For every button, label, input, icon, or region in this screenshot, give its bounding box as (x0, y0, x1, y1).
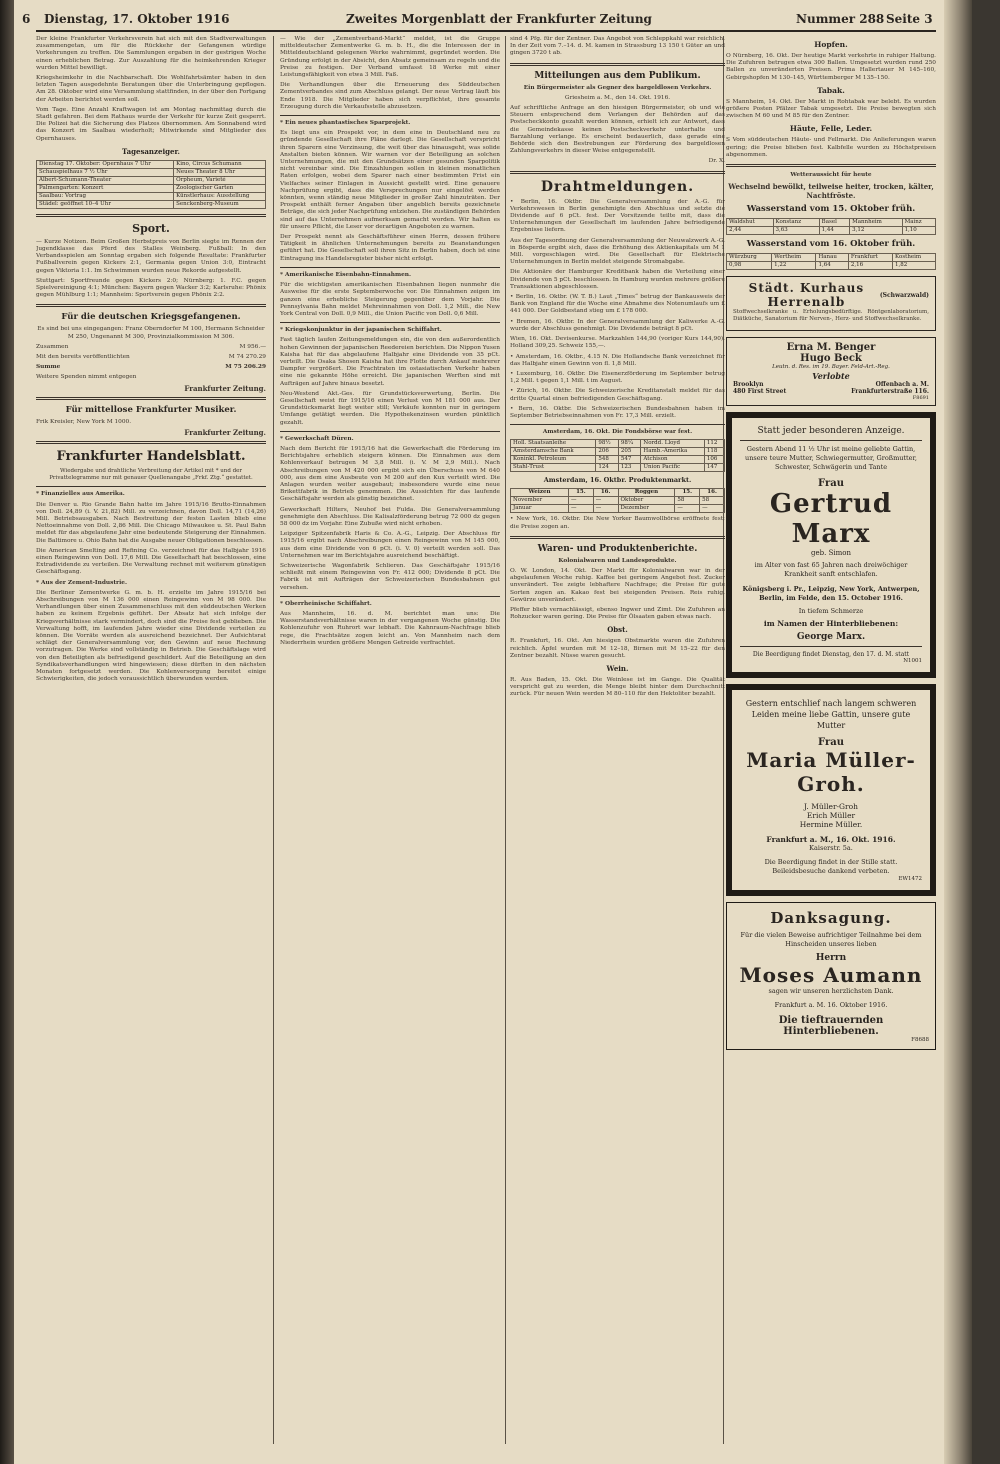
body-text: Der Prospekt nennt als Geschäftsführer einen Herrn, dessen frühere Tätigkeit in ähnlichen Unternehmungen bereits zu Beanstandungen geführt hat. Die Gesellschaft soll ihren Sitz in Berlin haben, doch ist eine Eintragung ins Handelsregister bisher nicht erfolgt. (280, 234, 500, 262)
page-header (22, 8, 936, 30)
dateline: Griesheim a. M., den 14. Okt. 1916. (564, 94, 671, 101)
previous-page-number: 6 (22, 12, 31, 26)
body-text: — Kurze Notizen. Beim Großen Herbstpreis von Berlin siegte im Rennen der Jugendklasse das Pferd des Stalles Weinberg. Fußball: In den Verbandsspielen am Sonntag ergaben sich folgende Resultate: Frankfurter Fußballverein gegen Kickers 2:1, Germania gegen Union 3:0, Eintracht gegen Viktoria 1:1. Im Schwimmen wurden neue Rekorde aufgestellt. (36, 238, 266, 274)
section-rule (36, 441, 266, 444)
article-subheading: Amsterdam, 16. Okt. Die Fondsbörse war fest. (542, 429, 693, 436)
notice-thanks: sagen wir unseren herzlichsten Dank. (768, 987, 894, 996)
burial-note: Die Beerdigung findet Dienstag, den 17. d. M. statt (752, 651, 910, 659)
column-divider (505, 36, 506, 1444)
water-level-table: Waldshut Konstanz Basel Mannheim Mainz 2,44 3,63 1,44 3,12 1,10 (726, 218, 936, 235)
section-heading: Amsterdam, 16. Oktbr. Produktenmarkt. (543, 476, 692, 485)
body-text: R. Frankfurt, 16. Okt. Am hiesigen Obstmarkte waren die Zufuhren reichlich. Äpfel wurden mit M 12–18, Birnen mit M 15–22 für den Zentner bezahlt. Nüsse waren gesucht. (510, 638, 725, 659)
notice-on-behalf: im Namen der Hinterbliebenen: (763, 619, 899, 629)
notice-place: Frankfurt a. M., 16. Okt. 1916. (766, 835, 896, 845)
groom-rank: Leutn. d. Res. im 19. Bayer. Feld-Art.-Reg. (772, 364, 890, 371)
section-heading: Häute, Felle, Leder. (789, 124, 873, 134)
death-notice-mueller (726, 684, 936, 896)
article-heading: * Aus der Zement-Industrie. (36, 579, 127, 586)
section-rule (510, 63, 725, 66)
notice-frau: Frau (818, 478, 844, 490)
body-text: Für die wichtigsten amerikanischen Eisenbahnen liegen nunmehr die Ausweise für die erste Septemberwoche vor. Die Einnahmen zeigen im ganzen eine erhebliche Steigerung gegenüber dem Vorjahr. Die Pennsylvania Bahn meldet Mehreinnahmen von Doll. 1,2 Mill., die New York Central von Doll. 0,9 Mill., die Union Pacific von Doll. 0,6 Mill. (280, 282, 500, 317)
notice-street: Kaiserstr. 5a. (809, 844, 853, 853)
column-3 (510, 36, 725, 1444)
body-text: Die Berliner Zementwerke G. m. b. H. erzielte im Jahre 1915/16 bei Abschreibungen von M 136 000 einen Reingewinn von M 98 000. Die Verhandlungen über einen Zusammenschluss mit den süddeutschen Werken haben zu keinem Ergebnis geführt. Der Absatz hat sich infolge der Kriegsverhältnisse stark vermindert, doch sind die Preise fest geblieben. Die Verwaltung hofft, im laufenden Jahre wieder eine Dividende verteilen zu können. Die Vorräte werden als ausreichend bezeichnet. Der Aufsichtsrat schlägt der Generalversammlung vor, den Gewinn auf neue Rechnung vorzutragen. Die Werke sind vollständig in Betrieb. Die Geschäftslage wird von den Beteiligten als befriedigend geschildert. Auf die Beteiligung an den Syndikatsverhandlungen wird hingewiesen; diese dürften in den nächsten Monaten fortgesetzt werden. Die Kohlenversorgung bereitet einige Schwierigkeiten, die jedoch voraussichtlich überwunden werden. (36, 589, 266, 683)
column-4 (726, 36, 936, 1444)
notice-signer: George Marx. (796, 632, 866, 643)
section-heading: Tagesanzeiger. (122, 146, 180, 156)
body-text: S Vom süddeutschen Häute- und Fellmarkt. Die Anlieferungen waren gering; die Preise blieben fest. Kalbfelle wurden zu Höchstpreisen abgenommen. (726, 137, 936, 158)
bride-name: Erna M. Benger (786, 342, 876, 354)
section-heading: Waren- und Produktenberichte. (537, 543, 698, 554)
body-text: Aus Mannheim, 16. d. M. berichtet man uns: Die Wasserstandsverhältnisse waren in der vergangenen Woche günstig. Die Kohlenzufuhr von Ruhrort war lebhaft. Die Kahnraum-Nachfrage blieb rege, die Frachtsätze zogen leicht an. Von Mannheim nach dem Niederrhein wurden größere Mengen Getreide verfrachtet. (280, 611, 500, 646)
weather-text: Wechselnd bewölkt, teilweise heiter, trocken, kälter, Nachtfröste. (728, 182, 934, 201)
body-text: • Berlin, 16. Oktbr. Die Generalversammlung der A.-G. für Verkehrswesen in Berlin genehmigte den Abschluss und setzte die Dividende auf 6 pCt. fest. Der Vorsitzende teilte mit, dass die Unternehmungen der Gesellschaft im laufenden Jahre befriedigende Ergebnisse liefern. (510, 198, 725, 234)
header-rule (36, 30, 936, 32)
rule (280, 115, 500, 116)
column-divider (273, 36, 274, 1444)
death-notice-marx (726, 412, 936, 678)
body-text: • New York, 16. Oktbr. Die New Yorker Baumwollbörse eröffnete fest; die Preise zogen an. (510, 516, 725, 530)
burial-note: Die Beerdigung findet in der Stille statt. Beileidsbesuche dankend verbeten. (764, 858, 898, 876)
article-subheading: Ein Bürgermeister als Gegner des bargeldlosen Verkehrs. (523, 84, 712, 91)
rule (510, 424, 725, 425)
body-text: Gewerkschaft Hilters, Neuhof bei Fulda. Die Generalversammlung genehmigte den Abschluss. Die Kalisalzförderung betrug 72 000 dz gegen 58 000 dz im Vorjahr. Eine Zubuße wird nicht erhoben. (280, 506, 500, 527)
body-text: sind 4 Pfg. für der Zentner. Das Angebot von Schleppkahl war reichlich. In der Zeit vom 7.–14. d. M. kamen in Strassburg 13 150 t Güter an und gingen 3720 t ab. (510, 36, 725, 57)
column-1 (36, 36, 266, 1444)
signature: Frankfurter Zeitung. (184, 383, 266, 393)
section-heading: Für mittellose Frankfurter Musiker. (65, 404, 237, 415)
section-rule (510, 171, 725, 174)
body-text: Nach dem Bericht für 1915/16 hat die Gewerkschaft die Förderung im Berichtsjahre erheblich steigern können. Die Einnahmen aus dem Kohlenverkauf betrugen M 3,8 Mill. (i. V. M 2,9 Mill.). Nach Abschreibungen von M 420 000 ergibt sich ein Überschuss von M 640 000, aus dem eine Ausbeute von M 200 auf den Kux verteilt wird. Die Anlagen wurden weiter ausgebaut; insbesondere wurde eine neue Brikettfabrik in Betrieb genommen. Die Aussichten für das laufende Geschäftsjahr werden als günstig bezeichnet. (280, 445, 500, 503)
notice-intro: Statt jeder besonderen Anzeige. (757, 426, 905, 437)
section-heading: Drahtmeldungen. (540, 178, 695, 195)
body-text: S Mannheim, 14. Okt. Der Markt in Rohtabak war belebt. Es wurden größere Posten Pfälzer Tabak umgesetzt. Die Preise bewegten sich zwischen M 60 und M 85 für den Zentner. (726, 98, 936, 120)
spa-advertisement (726, 276, 936, 331)
section-heading: Tabak. (817, 85, 845, 95)
page-edge-shadow (944, 0, 972, 1464)
body-text: • Berlin, 16. Oktbr. (W. T. B.) Laut „Times“ betrug der Bankausweis der Bank von England für die Woche eine Abnahme des Notenumlaufs um £ 441 000. Der Goldbestand stieg um £ 178 000. (510, 294, 725, 315)
notice-sorrow: In tiefem Schmerze (798, 607, 864, 616)
ad-code: N1001 (903, 658, 922, 665)
deceased-name: Moses Aumann (739, 963, 923, 988)
rule (740, 440, 922, 441)
thanks-notice (726, 902, 936, 1050)
section-heading: Sport. (132, 221, 170, 235)
article-heading: * Amerikanische Eisenbahn-Einnahmen. (280, 271, 412, 278)
body-text: Es liegt uns ein Prospekt vor, in dem eine in Deutschland neu zu gründende Gesellschaft ihre Pläne darlegt. Die Gesellschaft verspricht ihren Sparern eine Verzinsung, die weit über das hinausgeht, was solide Anstalten bieten können. Wir warnen vor der Beteiligung an solchen Unternehmungen, die mit den Grundsätzen einer gesunden Sparpolitik nicht vereinbar sind. Die Einzahlungen sollen in kleinen monatlichen Raten erfolgen, wobei dem Sparer nach einer bestimmten Frist ein Vielfaches seiner Einlagen in Aussicht gestellt wird. Eine genauere Nachprüfung ergibt, dass die Versprechungen nur eingelöst werden könnten, wenn ständig neue Mitglieder in großer Zahl hinzuträten. Der Prospekt enthält ferner Angaben über angeblich bereits gezeichnete Beträge, die sich jeder Nachprüfung entziehen. Die zuständigen Behörden sind auf das Unternehmen aufmerksam gemacht worden. Wir halten es für unsere Pflicht, die Leser vor derartigen Angeboten zu warnen. (280, 130, 500, 230)
spa-region: (Schwarzwald) (879, 291, 929, 299)
body-text: Fast täglich laufen Zeitungsmeldungen ein, die von den außerordentlich hohen Gewinnen der japanischen Reedereien berichten. Die Nippon Yusen Kaisha hat für das abgelaufene Halbjahr eine Dividende von 35 pCt. verteilt. Die Osaka Shosen Kaisha hat ihre Flotte durch Ankauf mehrerer Dampfer vergrößert. Die Frachtraten im ostasiatischen Verkehr haben eine nie gekannte Höhe erreicht. Die japanischen Werften sind mit Aufträgen auf Jahre hinaus besetzt. (280, 337, 500, 387)
signature: Frankfurter Zeitung. (184, 428, 266, 438)
donation-sum-row: Summe M 75 206.29 (36, 364, 266, 371)
body-text: Schweizerische Wagonfabrik Schlieren. Das Geschäftsjahr 1915/16 schließt mit einem Reingewinn von Fr. 412 000; Dividende 8 pCt. Die Fabrik ist mit Aufträgen der Schweizerischen Bundesbahnen gut versehen. (280, 563, 500, 591)
notice-cities: Königsberg i. Pr., Leipzig, New York, Antwerpen, Berlin, im Felde, den 15. October 1916. (742, 585, 920, 603)
notice-frau: Frau (818, 737, 844, 749)
notice-text: Wiedergabe und drahtliche Verbreitung der Artikel mit * und der Privattelegramme nur mit genauer Quellenangabe „Frkf. Ztg.“ gestattet. (49, 468, 253, 482)
body-text: Die Aktionäre der Hamburger Kreditbank haben die Verteilung einer Dividende von 5 pCt. beschlossen. In Hamburg wurden mehrere größere Transaktionen abgeschlossen. (510, 269, 725, 290)
body-text: Pfeffer blieb vernachlässigt, ebenso Ingwer und Zimt. Die Zufuhren an Rohzucker waren gering. Die Preise für Ölsaaten gaben etwas nach. (510, 606, 725, 621)
signer: Erich Müller (806, 811, 856, 821)
engagement-addresses: 480 First Street Frankfurterstraße 116. (733, 388, 929, 396)
body-text: Der kleine Frankfurter Verkehrsverein hat sich mit den Stadtverwaltungen zusammengetan, um für die Rückkehr der Gefangenen würdige Vorkehrungen zu treffen. Die Sammlungen ergaben in der gestrigen Woche einen erheblichen Betrag. Zur Auszahlung für die heimkehrenden Krieger wurden Mittel bewilligt. (36, 36, 266, 71)
deceased-name: Maria Müller-Groh. (746, 748, 916, 797)
rule (280, 322, 500, 323)
maiden-name: geb. Simon (811, 549, 851, 558)
donation-previous-row: Mit den bereits veröffentlichten M 74 270.29 (36, 354, 266, 361)
body-text: Auf schriftliche Anfrage an den hiesigen Bürgermeister, ob und wie Steuern entsprechend dem Verlangen der Behörden auf das Postscheckkonto gezahlt werden können, erhielt ich zur Antwort, dass die Gemeindekasse keinen Postscheckverkehr unterhalte und Barzahlung verlange. Es erscheint bedauerlich, dass gerade eine Behörde sich den Bestrebungen zur Förderung des bargeldlosen Zahlungsverkehrs in dieser Weise entgegenstellt. (510, 105, 725, 155)
issue-date: Dienstag, 17. Oktober 1916 (44, 12, 230, 26)
spa-name: Städt. Kurhaus Herrenalb (748, 281, 865, 310)
body-text: Leipziger Spitzenfabrik Haris & Co. A.-G., Leipzig. Der Abschluss für 1915/16 ergibt nach Abschreibungen einen Reingewinn von M 145 000, aus dem eine Dividende von 6 pCt. (i. V. 0) verteilt werden soll. Das Unternehmen war im Berichtsjahre ausreichend beschäftigt. (280, 531, 500, 559)
article-subheading: Kolonialwaren und Landesprodukte. (558, 557, 677, 564)
body-text: Es sind bei uns eingegangen: Franz Oberndorfer M 100, Hermann Schneider M 250, Ungenannt M 300, Provinzialkommission M 306. (37, 326, 265, 340)
section-heading: Mitteilungen aus dem Publikum. (534, 70, 701, 81)
rule (280, 596, 500, 597)
notice-text: Für die vielen Beweise aufrichtiger Teilnahme bei dem Hinscheiden unseres lieben (740, 931, 922, 949)
signer: Hermine Müller. (799, 820, 863, 830)
body-text: • Bremen, 16. Oktbr. In der Generalversammlung der Kaliwerke A.-G. wurde der Abschluss genehmigt. Die Dividende beträgt 8 pCt. (510, 318, 725, 332)
water-level-table: Würzburg Wertheim Hanau Frankfurt Kostheim 0,98 1,22 1,64 2,16 1,82 (726, 253, 936, 270)
notice-signer: Die tieftrauernden Hinterbliebenen. (778, 1015, 884, 1038)
body-text: O Nürnberg, 16. Okt. Der heutige Markt verkehrte in ruhiger Haltung. Die Zufuhren betrugen etwa 300 Ballen. Umgesetzt wurden rund 250 Ballen zu unveränderten Preisen. Prima Hallertauer M 145–160, Gebirgshopfen M 130–145, Württemberger M 135–150. (726, 53, 936, 81)
section-rule (36, 397, 266, 400)
section-heading: Wein. (606, 663, 629, 673)
ad-code: F8691 (912, 395, 929, 402)
section-rule (36, 214, 266, 217)
body-text: Vom Tage. Eine Anzahl Kraftwagen ist am Montag nachmittag durch die Stadt gefahren. Bei dem Rathaus wurde der Verkehr für kurze Zeit gesperrt. Die Polizei hat die Sicherung des Platzes übernommen. Am Sonnabend wird das Konzert im Saalbau wiederholt; Mitwirkende sind Mitglieder des Opernhauses. (36, 106, 266, 142)
body-text: • Amsterdam, 16. Oktbr., 4.15 N. Die Hollandsche Bank verzeichnet für das Halbjahr einen Gewinn von fl. 1,8 Mill. (510, 353, 725, 367)
rule (740, 646, 922, 647)
page-number: Seite 3 (886, 12, 933, 26)
signature: Dr. X. (708, 158, 725, 165)
signer: J. Müller-Groh (804, 802, 858, 812)
rule (280, 267, 500, 268)
body-text: Stoffwechselkranke u. Erholungsbedürftige. Röntgenlaboratorium, Diätküche, Sanatorium für Nerven-, Herz- und Stoffwechselkranke. (733, 309, 929, 323)
engagement-notice (726, 337, 936, 406)
thanks-heading: Danksagung. (770, 909, 892, 928)
body-text: Neu-Westend Akt.-Ges. für Grundstücksverwertung, Berlin. Die Gesellschaft weist für 1915/16 einen Verlust von M 181 000 aus. Der Grundstücksmarkt liegt weiter still; Verkäufe konnten nur in geringem Umfange getätigt werden. Die Hypothekenzinsen wurden pünktlich gezahlt. (280, 390, 500, 426)
section-heading: Obst. (607, 625, 628, 635)
notice-text: im Alter von fast 65 Jahren nach dreiwöchiger Krankheit sanft entschlafen. (754, 561, 908, 579)
binding-spine (0, 0, 14, 1464)
weather-title: Wetteraussicht für heute (790, 172, 872, 179)
edition-title: Zweites Morgenblatt der Frankfurter Zeitung (346, 12, 652, 26)
body-text: Die American Smelting and Refining Co. verzeichnet für das Halbjahr 1916 einen Reingewinn von Doll. 17,6 Mill. Die Gesellschaft hat beschlossen, eine Extradividende zu verteilen. Die Verwaltung rechnet mit weiterem günstigen Geschäftsgang. (36, 547, 266, 576)
article-heading: * Kriegskonjunktur in der japanischen Schiffahrt. (280, 327, 442, 334)
rule (280, 431, 500, 432)
ad-code: F8688 (911, 1037, 929, 1044)
section-rule (510, 536, 725, 539)
notice-herrn: Herrn (815, 953, 847, 964)
deceased-name: Gertrud Marx (769, 489, 893, 550)
body-text: Wien, 16. Okt. Devisenkurse. Markzahlen 144,90 (voriger Kurs 144,90). Holland 309,25. Schweiz 155,—. (510, 336, 725, 350)
newspaper-page (14, 0, 972, 1464)
article-heading: * Gewerkschaft Düren. (280, 435, 354, 442)
body-text: Die Denver u. Rio Grande Bahn hatte im Jahre 1915/16 Brutto-Einnahmen von Doll. 24,89 (i. V. 21,82) Mill. zu verzeichnen, davon Doll. 14,71 (14,26) Mill. Betriebsausgaben. Nach Bestreitung der festen Lasten blieb eine Nettoeinnahme von Doll. 2,86 Mill. Die Chicago Milwaukee u. St. Paul Bahn meldet für das abgelaufene Jahr eine bedeutende Steigerung der Einnahmen. Die Baltimore u. Ohio Bahn hat die Ausgabe neuer Obligationen beschlossen. (36, 501, 266, 544)
body-text: Kriegsheimkehr in die Nachbarschaft. Die Wohlfahrtsämter haben in den letzten Tagen ausgedehnte Beratungen über die Unterbringung gepflogen. Am 28. Oktober wird eine Versammlung stattfinden, in der über den Fortgang der Arbeiten berichtet werden soll. (36, 75, 266, 103)
engagement-places: Brooklyn Offenbach a. M. (733, 381, 929, 389)
body-text: O. W. London, 14. Okt. Der Markt für Kolonialwaren war in der abgelaufenen Woche ruhig. Kaffee bei geringem Angebot fest. Zucker unverändert. Tee zeigte lebhaftere Nachfrage; die Preise für gute Sorten zogen an. Kakao fest bei steigenden Preisen. Reis ruhig. Gewürze unverändert. (510, 567, 725, 603)
amsterdam-exchange-table: Holl. Staatsanleihe 98½ 98¼ Nordd. Lloyd 112 Amsterdamsche Bank 206 205 Hamb.-Amerika 118 Koninkl. Petroleum 548 547 Atchison 106 Stahl-Trust 124 123 Union Pacific 147 (510, 439, 725, 472)
engagement-label: Verlobte (812, 371, 850, 382)
article-heading: * Finanzielles aus Amerika. (36, 491, 125, 498)
produce-market-table: Weizen 15. 16. Roggen 15. 16. November — — Oktober 58 58 Januar — — Dezember — — (510, 488, 725, 513)
body-text: Weitere Spenden nimmt entgegen (36, 374, 137, 381)
article-heading: * Ein neues phantastisches Sparprojekt. (280, 120, 411, 127)
notice-place: Frankfurt a. M. 16. Oktober 1916. (774, 1001, 888, 1010)
body-text: Stuttgart: Sportfreunde gegen Kickers 2:0; Nürnberg: 1. F.C. gegen Spielvereinigung 4:1; München: Bayern gegen Wacker 3:2; Karlsruhe: Phönix gegen Mühlburg 1:1; Mannheim: Sportverein gegen Phönix 2:2. (36, 277, 266, 299)
section-heading: Für die deutschen Kriegsgefangenen. (61, 312, 241, 323)
section-heading: Wasserstand vom 16. Oktober früh. (746, 239, 916, 250)
column-2 (280, 36, 500, 1444)
section-heading: Wasserstand vom 15. Oktober früh. (746, 204, 916, 215)
notice-text: Gestern entschlief nach langem schweren Leiden meine liebe Gattin, unsere gute Mutter (745, 699, 917, 731)
theater-listing: Dienstag 17. Oktober: Opernhaus 7 Uhr Kino, Circus Schumann Schauspielhaus 7 ½ Uhr Neues Theater 8 Uhr Albert-Schumann-Theater Orpheum, Varieté Palmengarten: Konzert Zoologischer Garten Saalbau: Vortrag Künstlerhaus: Ausstellung Städel: geöffnet 10–4 Uhr Senckenberg-Museum (36, 160, 266, 209)
notice-text: Gestern Abend 11 ½ Uhr ist meine geliebte Gattin, unsere teure Mutter, Schwiegermutter, Großmutter, Schwester, Schwägerin und Tante (745, 445, 917, 472)
groom-name: Hugo Beck (800, 353, 862, 365)
issue-number: Nummer 288 (796, 12, 885, 26)
section-rule (726, 164, 936, 167)
body-text: Aus der Tagesordnung der Generalversammlung der Neuwalzwerk A.-G. in Bösperde ergibt sich, dass die Erhöhung des Aktienkapitals um M 1 Mill. vorgeschlagen wird. Die Gesellschaft für Elektrische Unternehmungen in Berlin meldet steigende Stromabgabe. (510, 237, 725, 266)
ad-code: EW1472 (898, 876, 922, 883)
body-text: — Wie der „Zementverband-Markt“ meldet, ist die Gruppe mitteldeutscher Zementwerke G. m. b. H., die die Interessen der in Mitteldeutschland gelegenen Werke wahrnimmt, gegründet worden. Die Gründung erfolgt in der Absicht, den Absatz gemeinsam zu regeln und die Preise zu festigen. Der Verband umfasst 18 Werke mit einer Leistungsfähigkeit von etwa 3 Mill. Faß. (280, 36, 500, 79)
body-text: Die Verhandlungen über die Erneuerung des Süddeutschen Zementverbandes sind zum Abschluss gelangt. Der neue Vertrag läuft bis Ende 1918. Die Mitglieder haben sich verpflichtet, ihre gesamte Erzeugung durch die Verkaufsstelle abzusetzen. (280, 82, 500, 110)
section-rule (36, 304, 266, 307)
body-text: Frik Kreisler, New York M 1000. (36, 418, 132, 425)
section-heading: Frankfurter Handelsblatt. (56, 449, 246, 465)
article-heading: * Oberrheinische Schiffahrt. (280, 600, 372, 607)
rule (36, 486, 266, 487)
body-text: • Zürich, 16. Oktbr. Die Schweizerische Kreditanstalt meldet für das dritte Quartal einen befriedigenden Geschäftsgang. (510, 388, 725, 402)
body-text: • Luxemburg, 16. Oktbr. Die Eisenerzförderung im September betrug 1,2 Mill. t gegen 1,1 Mill. t im August. (510, 370, 725, 385)
body-text: • Bern, 16. Oktbr. Die Schweizerischen Bundesbahnen haben im September Betriebseinnahmen von Fr. 17,3 Mill. erzielt. (510, 405, 725, 419)
section-heading: Hopfen. (814, 40, 848, 49)
donation-total-row: Zusammen M 956.— (36, 343, 266, 350)
body-text: R. Aus Baden, 15. Okt. Die Weinlese ist im Gange. Die Qualität verspricht gut zu werden, die Menge bleibt hinter dem Durchschnitt zurück. Für neuen Wein werden M 80–110 für den Hektoliter bezahlt. (510, 676, 725, 698)
